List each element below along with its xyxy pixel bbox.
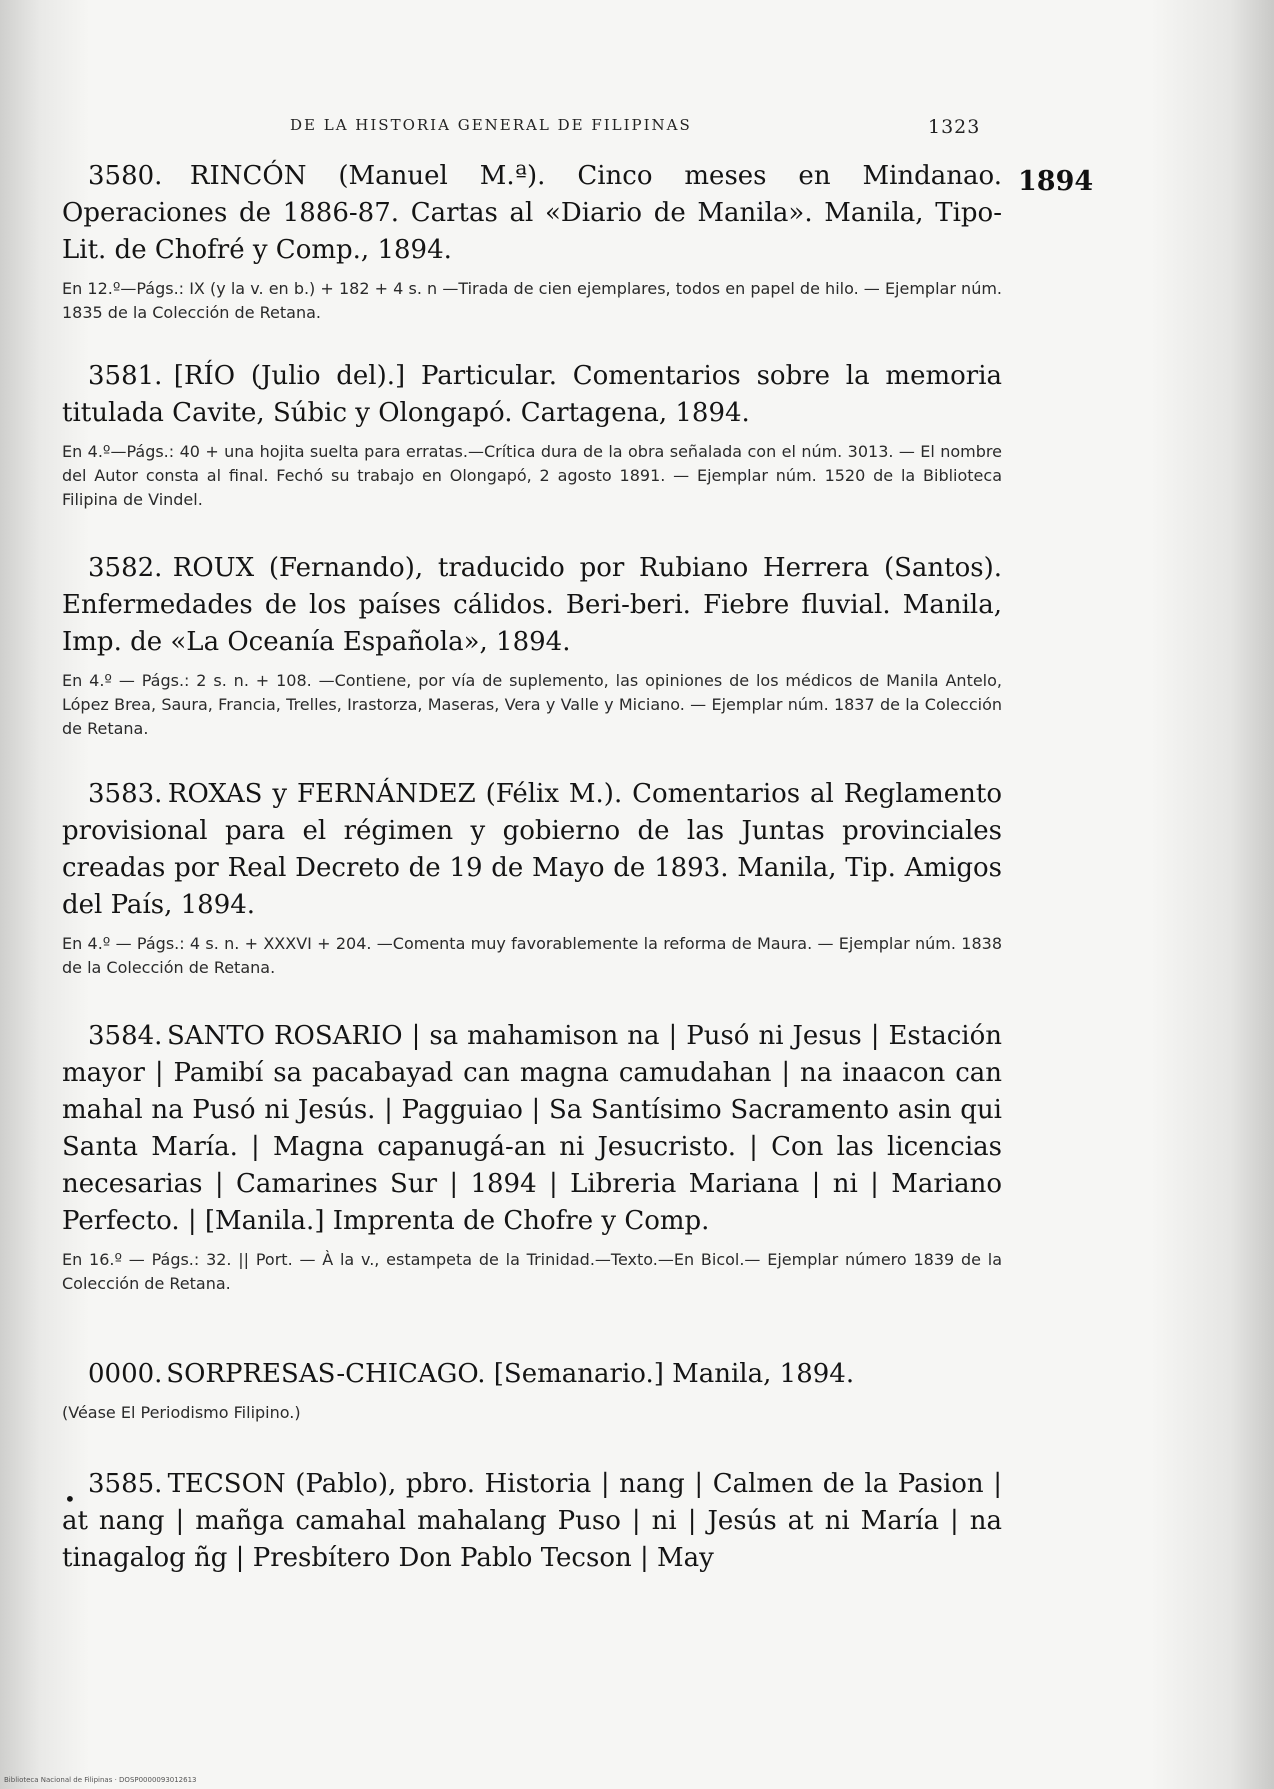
scan-footer: Biblioteca Nacional de Filipinas · DOSP0000093012613: [4, 1776, 197, 1784]
entry-author: ROUX (Fernando),: [172, 553, 424, 583]
entry-number: 3580.: [88, 161, 163, 191]
entry-main: [62, 358, 1002, 432]
entry-note: En 16.º — Págs.: 32. || Port. — À la v., estampeta de la Trinidad.—Texto.—En Bicol.— Ejemplar número 1839 de la Colección de Retana.: [62, 1250, 1002, 1293]
entry-main: [62, 1356, 1002, 1393]
page-number: 1323: [928, 116, 981, 138]
entry-text: | sa mahamison na | Pusó ni Jesus | Estación mayor | Pamibí sa pacabayad can magna camudahan | na inaacon can mahal na Pusó ni Jesús. | Pagguiao | Sa Santísimo Sacramento asin qui Santa María. | Magna capanugá-an ni Jesucristo. | Con las licencias necesarias | Camarines Sur | 1894 | Libreria Mariana | ni | Mariano Perfecto. | [Manila.] Imprenta de Chofre y Comp.: [62, 1021, 1002, 1236]
running-header: [290, 116, 990, 138]
entry-main: [62, 550, 1002, 661]
entry-number: 3585.: [88, 1469, 163, 1499]
entry-3584: [62, 1018, 1002, 1296]
entry-main: [62, 1018, 1002, 1240]
entry-author: [RÍO (Julio del).]: [173, 361, 406, 391]
entry-author: TECSON (Pablo),: [167, 1469, 397, 1499]
entry-number: 3584.: [88, 1021, 163, 1051]
entry-author: RINCÓN (Manuel M.ª).: [189, 161, 546, 191]
entry-note: En 4.º—Págs.: 40 + una hojita suelta para erratas.—Crítica dura de la obra señalada con el núm. 3013. — El nombre del Autor consta al final. Fechó su trabajo en Olongapó, 2 agosto 1891. — Ejemplar núm. 1520 de la Biblioteca Filipina de Vindel.: [62, 442, 1002, 509]
entry-main: [62, 776, 1002, 924]
entry-3582: [62, 550, 1002, 741]
running-title: DE LA HISTORIA GENERAL DE FILIPINAS: [290, 116, 692, 134]
entry-3581: [62, 358, 1002, 512]
entry-text: pbro. Historia | nang | Calmen de la Pasion | at nang | mañga camahal mahalang Puso | ni | Jesús at ni María | na tinagalog ñg | Presbítero Don Pablo Tecson | May: [62, 1469, 1002, 1573]
entry-note: En 4.º — Págs.: 4 s. n. + XXXVI + 204. —Comenta muy favorablemente la reforma de Maura. — Ejemplar núm. 1838 de la Colección de Retana.: [62, 934, 1002, 977]
entry-3583: [62, 776, 1002, 980]
entry-author: SANTO ROSARIO: [166, 1021, 403, 1051]
margin-year: 1894: [1018, 166, 1094, 197]
entry-text: Cinco meses en Mindanao. Operaciones de 1886-87. Cartas al «Diario de Manila». Manila, Tipo-Lit. de Chofré y Comp., 1894.: [62, 161, 1003, 265]
entry-main: [62, 1466, 1002, 1577]
entry-text: Particular. Comentarios sobre la memoria titulada Cavite, Súbic y Olongapó. Cartagena, 1894.: [62, 361, 1003, 428]
entry-note: En 4.º — Págs.: 2 s. n. + 108. —Contiene, por vía de suplemento, las opiniones de los médicos de Manila Antelo, López Brea, Saura, Francia, Trelles, Irastorza, Maseras, Vera y Valle y Miciano. — Ejemplar núm. 1837 de la Colección de Retana.: [62, 671, 1002, 738]
entry-number: 0000.: [88, 1359, 163, 1389]
entry-author: ROXAS y FERNÁNDEZ (Félix M.).: [167, 779, 623, 809]
entry-number: 3581.: [88, 361, 163, 391]
margin-mark: •: [64, 1487, 76, 1511]
entry-text: Comentarios al Reglamento provisional para el régimen y gobierno de las Juntas provinciales creadas por Real Decreto de 19 de Mayo de 1893. Manila, Tip. Amigos del País, 1894.: [62, 779, 1003, 920]
entry-main: [62, 158, 1002, 269]
entry-3580: [62, 158, 1002, 325]
entry-author: SORPRESAS-CHICAGO.: [166, 1359, 486, 1389]
entry-text: [Semanario.] Manila, 1894.: [493, 1359, 855, 1389]
entry-number: 3583.: [88, 779, 163, 809]
entry-text: traducido por Rubiano Herrera (Santos). Enfermedades de los países cálidos. Beri-beri. Fiebre fluvial. Manila, Imp. de «La Oceanía Española», 1894.: [62, 553, 1003, 657]
entry-note: (Véase El Periodismo Filipino.): [62, 1403, 301, 1422]
entry-3585: [62, 1466, 1002, 1577]
entry-number: 3582.: [88, 553, 163, 583]
entry-note: En 12.º—Págs.: IX (y la v. en b.) + 182 + 4 s. n —Tirada de cien ejemplares, todos en papel de hilo. — Ejemplar núm. 1835 de la Colección de Retana.: [62, 279, 1002, 322]
entry-0000: [62, 1356, 1002, 1425]
